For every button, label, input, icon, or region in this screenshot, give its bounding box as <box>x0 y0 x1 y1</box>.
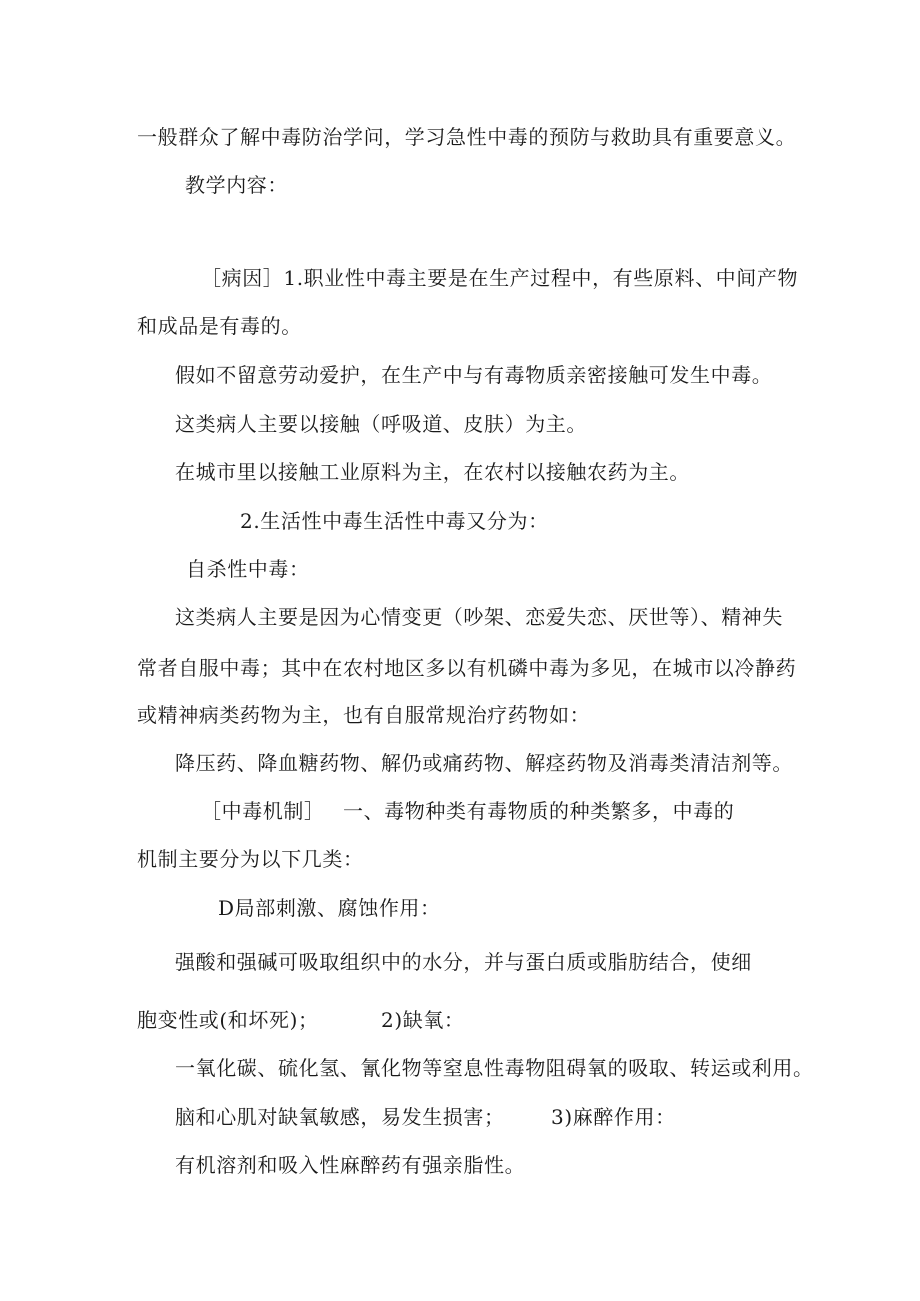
text-line: 机制主要分为以下几类： <box>137 847 364 871</box>
text-line: 假如不留意劳动爱护，在生产中与有毒物质亲密接触可发生中毒。 <box>175 363 773 387</box>
text-line: 3)麻醉作用： <box>551 1105 676 1129</box>
text-line: 脑和心肌对缺氧敏感，易发生损害； <box>175 1105 505 1129</box>
text-line: 这类病人主要是因为心情变更（吵架、恋爱失恋、厌世等）、精神失 <box>175 605 783 629</box>
text-line: 自杀性中毒： <box>186 557 310 581</box>
text-line: 2)缺氧： <box>381 1008 465 1032</box>
text-line: 胞变性或(和坏死)； <box>137 1008 319 1032</box>
section-heading: 教学内容： <box>185 173 288 197</box>
text-line: 降压药、降血糖药物、解仍或痛药物、解痉药物及消毒类清洁剂等。 <box>175 751 793 775</box>
text-line: D局部刺激、腐蚀作用： <box>218 896 441 920</box>
text-line: 强酸和强碱可吸取组织中的水分，并与蛋白质或脂肪结合，使细 <box>175 950 752 974</box>
text-line: 有机溶剂和吸入性麻醉药有强亲脂性。 <box>175 1153 526 1177</box>
section-heading: ［中毒机制］ <box>201 799 325 823</box>
text-line: 这类病人主要以接触（呼吸道、皮肤）为主。 <box>175 412 587 436</box>
text-line: 2.生活性中毒生活性中毒又分为： <box>240 509 549 533</box>
text-line: ［病因］1.职业性中毒主要是在生产过程中，有些原料、中间产物 <box>201 266 799 290</box>
text-line: 和成品是有毒的。 <box>137 314 302 338</box>
text-line: 在城市里以接触工业原料为主，在农村以接触农药为主。 <box>175 460 690 484</box>
text-line: 或精神病类药物为主，也有自服常规治疗药物如： <box>137 703 591 727</box>
text-line: 一、毒物种类有毒物质的种类繁多，中毒的 <box>343 799 735 823</box>
text-line: 一氧化碳、硫化氢、氰化物等窒息性毒物阻碍氧的吸取、转运或利用。 <box>175 1056 814 1080</box>
text-line: 一般群众了解中毒防治学问，学习急性中毒的预防与救助具有重要意义。 <box>137 125 797 149</box>
text-line: 常者自服中毒；其中在农村地区多以有机磷中毒为多见，在城市以冷静药 <box>137 656 797 680</box>
